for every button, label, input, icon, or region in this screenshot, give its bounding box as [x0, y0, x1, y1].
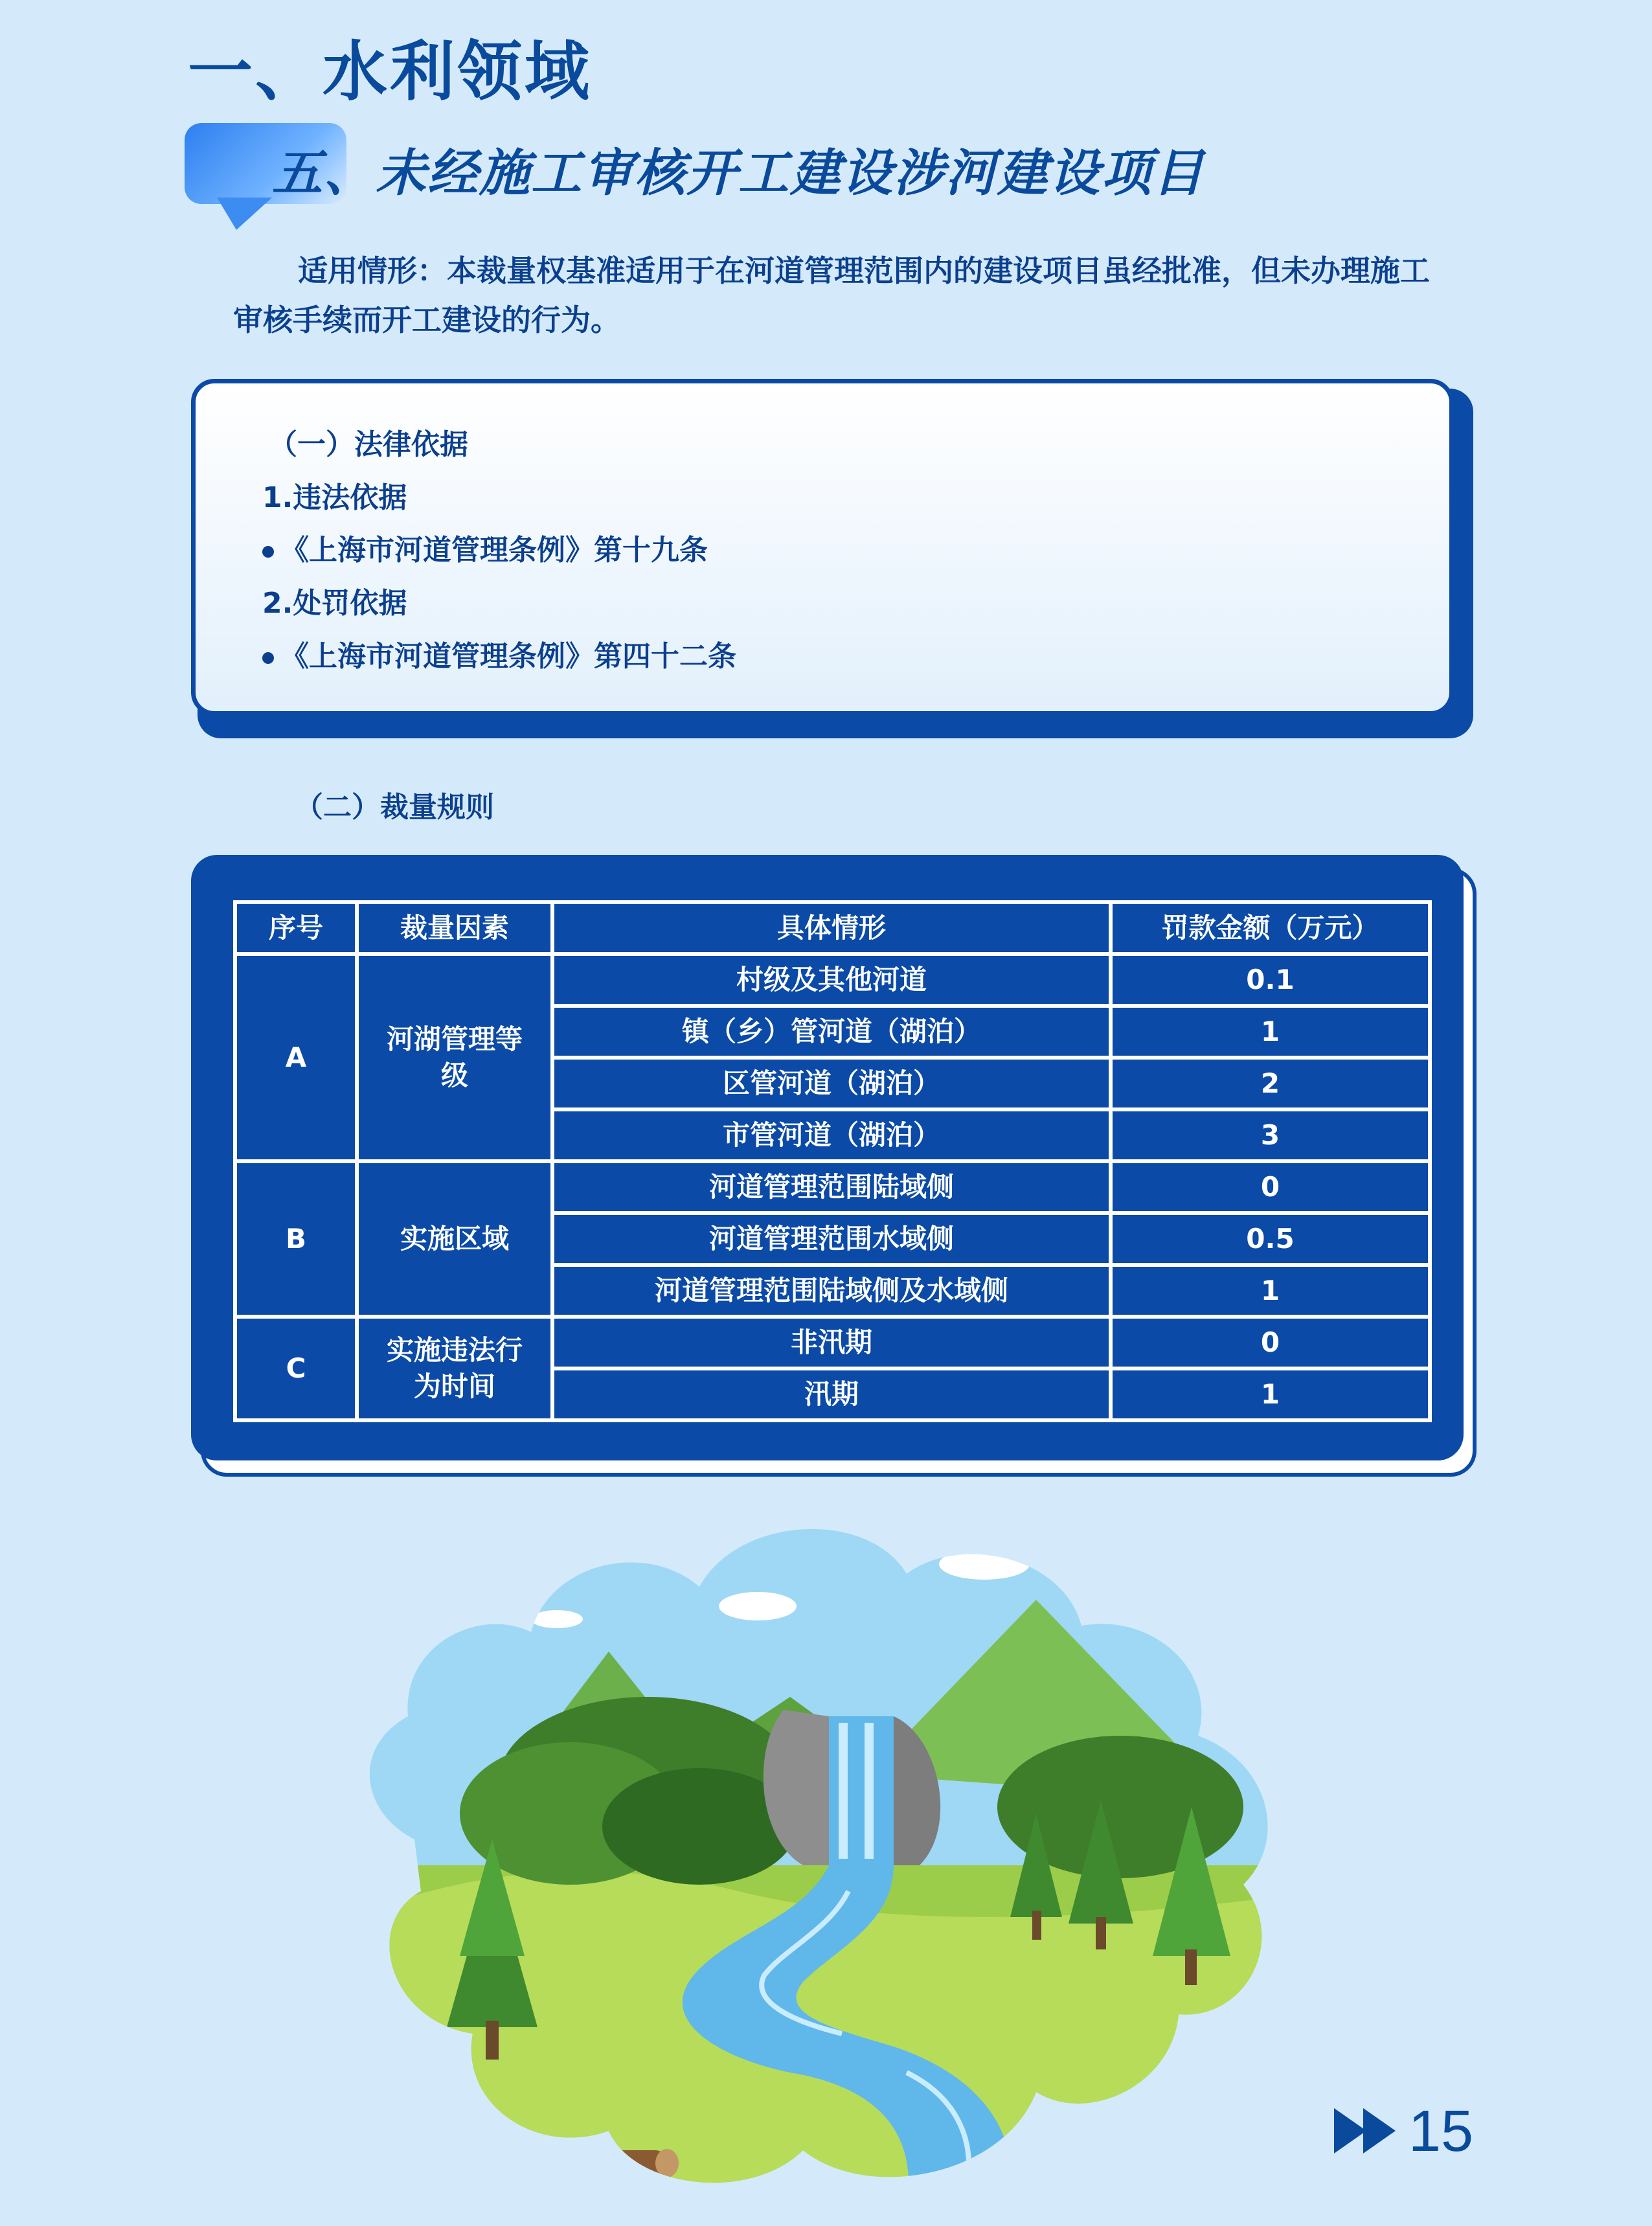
group-id-cell: C: [235, 1317, 357, 1420]
table-row: [235, 954, 1430, 1006]
rules-table-body: [235, 902, 1430, 1420]
intro-paragraph: 适用情形：本裁量权基准适用于在河道管理范围内的建设项目虽经批准，但未办理施工审核手续而开工建设的行为。: [233, 253, 1430, 337]
situation-cell: 镇（乡）管河道（湖泊）: [552, 1006, 1111, 1058]
amount-cell: 1: [1111, 1369, 1430, 1420]
amount-cell: 1: [1111, 1006, 1430, 1058]
group-factor-cell: 实施违法行为时间: [357, 1317, 552, 1420]
group-id-cell: A: [235, 954, 357, 1161]
group-id-cell: B: [235, 1161, 357, 1317]
page-number: [1334, 2098, 1473, 2165]
subtitle-bubble-tail: [217, 198, 272, 230]
table-header-cell: 具体情形: [552, 902, 1111, 954]
situation-cell: 非汛期: [552, 1317, 1111, 1369]
section-title: 一、水利领域: [188, 34, 592, 109]
bullet-icon: [262, 546, 274, 558]
amount-cell: 3: [1111, 1109, 1430, 1161]
table-header-cell: 序号: [235, 902, 357, 954]
amount-cell: 0.5: [1111, 1213, 1430, 1265]
amount-cell: 0: [1111, 1161, 1430, 1213]
amount-cell: 0: [1111, 1317, 1430, 1369]
page-number-text: 15: [1409, 2099, 1474, 2164]
river-landscape-illustration: [337, 1503, 1321, 2209]
table-header-row: [235, 902, 1430, 954]
group-factor-cell: 河湖管理等级: [357, 954, 552, 1161]
situation-cell: 汛期: [552, 1369, 1111, 1420]
table-header-cell: 罚款金额（万元）: [1111, 902, 1430, 954]
situation-cell: 区管河道（湖泊）: [552, 1058, 1111, 1109]
violation-basis-text: 《上海市河道管理条例》第十九条: [280, 534, 708, 567]
penalty-basis-text: 《上海市河道管理条例》第四十二条: [280, 640, 736, 673]
situation-cell: 河道管理范围陆域侧及水域侧: [552, 1265, 1111, 1317]
table-row: [235, 1161, 1430, 1213]
violation-basis-heading: 1.违法依据: [262, 481, 407, 514]
situation-cell: 河道管理范围陆域侧: [552, 1161, 1111, 1213]
legal-basis-heading: （一）法律依据: [269, 428, 468, 461]
group-factor-cell: 实施区域: [357, 1161, 552, 1317]
rules-heading: （二）裁量规则: [295, 791, 494, 824]
violation-basis-item: [262, 527, 708, 568]
situation-cell: 村级及其他河道: [552, 954, 1111, 1006]
situation-cell: 河道管理范围水域侧: [552, 1213, 1111, 1265]
amount-cell: 0.1: [1111, 954, 1430, 1006]
penalty-basis-heading: 2.处罚依据: [262, 587, 407, 620]
amount-cell: 2: [1111, 1058, 1430, 1109]
subtitle: 五、未经施工审核开工建设涉河建设项目: [272, 144, 1205, 203]
bullet-icon: [262, 652, 274, 664]
table-row: [235, 1317, 1430, 1369]
rules-table: [233, 900, 1432, 1422]
amount-cell: 1: [1111, 1265, 1430, 1317]
penalty-basis-item: [262, 633, 736, 674]
table-header-cell: 裁量因素: [357, 902, 552, 954]
situation-cell: 市管河道（湖泊）: [552, 1109, 1111, 1161]
